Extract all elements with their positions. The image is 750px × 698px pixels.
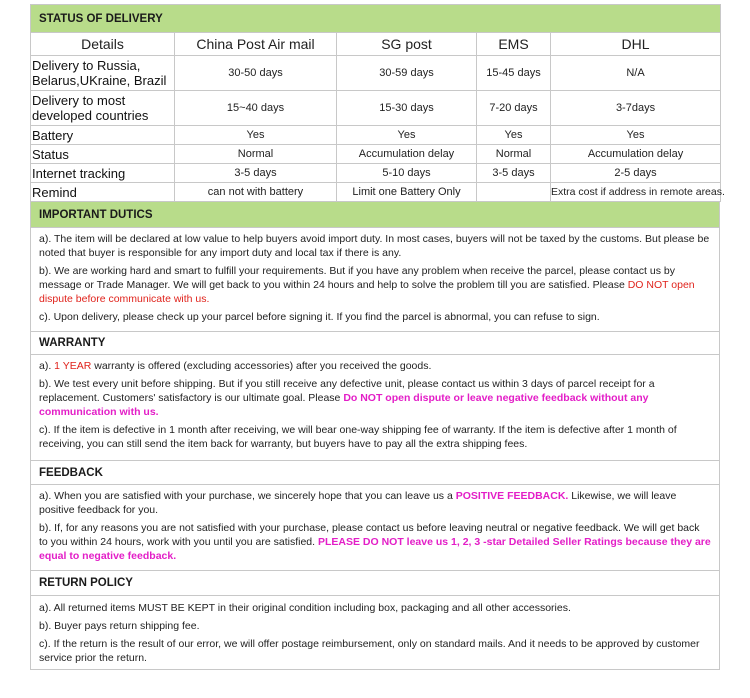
table-cell: Normal	[175, 145, 337, 164]
feedback-item-a-text: a). When you are satisfied with your purchase, we sincerely hope that you can leave us a	[39, 490, 456, 502]
table-row	[31, 126, 721, 145]
warranty-item-a-highlight: 1 YEAR	[54, 360, 92, 372]
table-cell: 3-7days	[551, 91, 721, 126]
table-cell: Yes	[477, 126, 551, 145]
warranty-item-a-text: warranty is offered (excluding accessories) after you received the goods.	[91, 360, 432, 372]
policy-sections	[30, 201, 720, 670]
table-cell: 30-50 days	[175, 56, 337, 91]
column-header: SG post	[337, 33, 477, 56]
duties-body	[30, 228, 720, 332]
row-label: Delivery to Russia, Belarus,UKraine, Brazil	[31, 56, 175, 91]
duties-item-b-text: b). We are working hard and smart to fulfill your requirements. But if you have any problem when receive the parcel, please contact us by message or Trade Manager. We will get back to you within 24 hours and help to solve the problem till you are satisfied. Please	[39, 265, 675, 291]
table-cell: 30-59 days	[337, 56, 477, 91]
table-cell: 3-5 days	[477, 164, 551, 183]
table-cell	[477, 183, 551, 202]
table-row	[31, 56, 721, 91]
table-cell: Yes	[175, 126, 337, 145]
delivery-title: STATUS OF DELIVERY	[31, 5, 721, 33]
table-cell: Accumulation delay	[551, 145, 721, 164]
delivery-header-row	[31, 33, 721, 56]
warranty-item-a-prefix: a).	[39, 360, 55, 372]
table-cell: Limit one Battery Only	[337, 183, 477, 202]
feedback-title: FEEDBACK	[30, 461, 720, 485]
warranty-item-b	[39, 377, 711, 419]
feedback-item-b-highlight: PLEASE DO NOT leave us 1, 2, 3 -star Detailed Seller Ratings because they are equal to negative feedback.	[39, 536, 711, 562]
table-cell: 15~40 days	[175, 91, 337, 126]
column-header: EMS	[477, 33, 551, 56]
table-row	[31, 183, 721, 202]
return-policy-body	[30, 596, 720, 670]
duties-item-a: a). The item will be declared at low value to help buyers avoid import duty. In most cases, buyers will not be taxed by the customs. But please be noted that buyer is responsible for any import duty and local tax if there is any.	[39, 233, 710, 259]
delivery-table	[30, 4, 725, 202]
table-cell: 7-20 days	[477, 91, 551, 126]
warranty-title: WARRANTY	[30, 332, 720, 355]
table-row	[31, 164, 721, 183]
column-header: DHL	[551, 33, 721, 56]
duties-item-b	[39, 264, 711, 306]
table-cell: 2-5 days	[551, 164, 721, 183]
table-cell: Yes	[337, 126, 477, 145]
return-policy-title: RETURN POLICY	[30, 571, 720, 596]
return-item-b: b). Buyer pays return shipping fee.	[39, 620, 200, 632]
feedback-body	[30, 485, 720, 571]
table-cell: Accumulation delay	[337, 145, 477, 164]
row-label: Delivery to most developed countries	[31, 91, 175, 126]
feedback-item-a-suffix: Likewise, we will leave positive feedback for you.	[39, 490, 677, 516]
row-label: Remind	[31, 183, 175, 202]
table-cell: 5-10 days	[337, 164, 477, 183]
feedback-item-b-text: b). If, for any reasons you are not satisfied with your purchase, please contact us before leaving neutral or negative feedback. We will get back to you within 24 hours, work with you until you are satisfied.	[39, 522, 700, 548]
column-header: China Post Air mail	[175, 33, 337, 56]
feedback-item-b	[39, 521, 711, 563]
warranty-item-a	[39, 359, 711, 373]
table-cell: can not with battery	[175, 183, 337, 202]
return-item-c: c). If the return is the result of our error, we will offer postage reimbursement, only on standard mails. And it needs to be approved by customer service prior the return.	[39, 638, 700, 664]
table-row	[31, 145, 721, 164]
return-item-a: a). All returned items MUST BE KEPT in their original condition including box, packaging and all other accessories.	[39, 602, 571, 614]
table-cell: Normal	[477, 145, 551, 164]
warranty-body	[30, 355, 720, 461]
row-label: Internet tracking	[31, 164, 175, 183]
column-header: Details	[31, 33, 175, 56]
feedback-item-a	[39, 489, 711, 517]
duties-item-c: c). Upon delivery, please check up your parcel before signing it. If you find the parcel is abnormal, you can refuse to sign.	[39, 311, 600, 323]
row-label: Battery	[31, 126, 175, 145]
table-cell: 15-45 days	[477, 56, 551, 91]
warranty-item-b-highlight: Do NOT open dispute or leave negative feedback without any communication with us.	[39, 392, 649, 418]
feedback-item-a-highlight: POSITIVE FEEDBACK.	[455, 490, 569, 502]
duties-title: IMPORTANT DUTICS	[30, 201, 720, 228]
table-cell: N/A	[551, 56, 721, 91]
row-label: Status	[31, 145, 175, 164]
table-cell: Extra cost if address in remote areas.	[551, 183, 721, 202]
duties-item-b-highlight: DO NOT open dispute before communicate with us.	[39, 279, 695, 305]
table-cell: 15-30 days	[337, 91, 477, 126]
warranty-item-b-text: b). We test every unit before shipping. But if you still receive any defective unit, please contact us within 3 days of parcel receipt for a replacement. Customers' satisfactory is our ultimate goal. Please	[39, 378, 655, 404]
table-cell: 3-5 days	[175, 164, 337, 183]
warranty-item-c: c). If the item is defective in 1 month after receiving, we will bear one-way shipping fee of warranty. If the item is defective after 1 month of receiving, you can still send the item back for warranty, but buyers have to pay all the extra shipping fees.	[39, 424, 677, 450]
table-row	[31, 91, 721, 126]
table-cell: Yes	[551, 126, 721, 145]
